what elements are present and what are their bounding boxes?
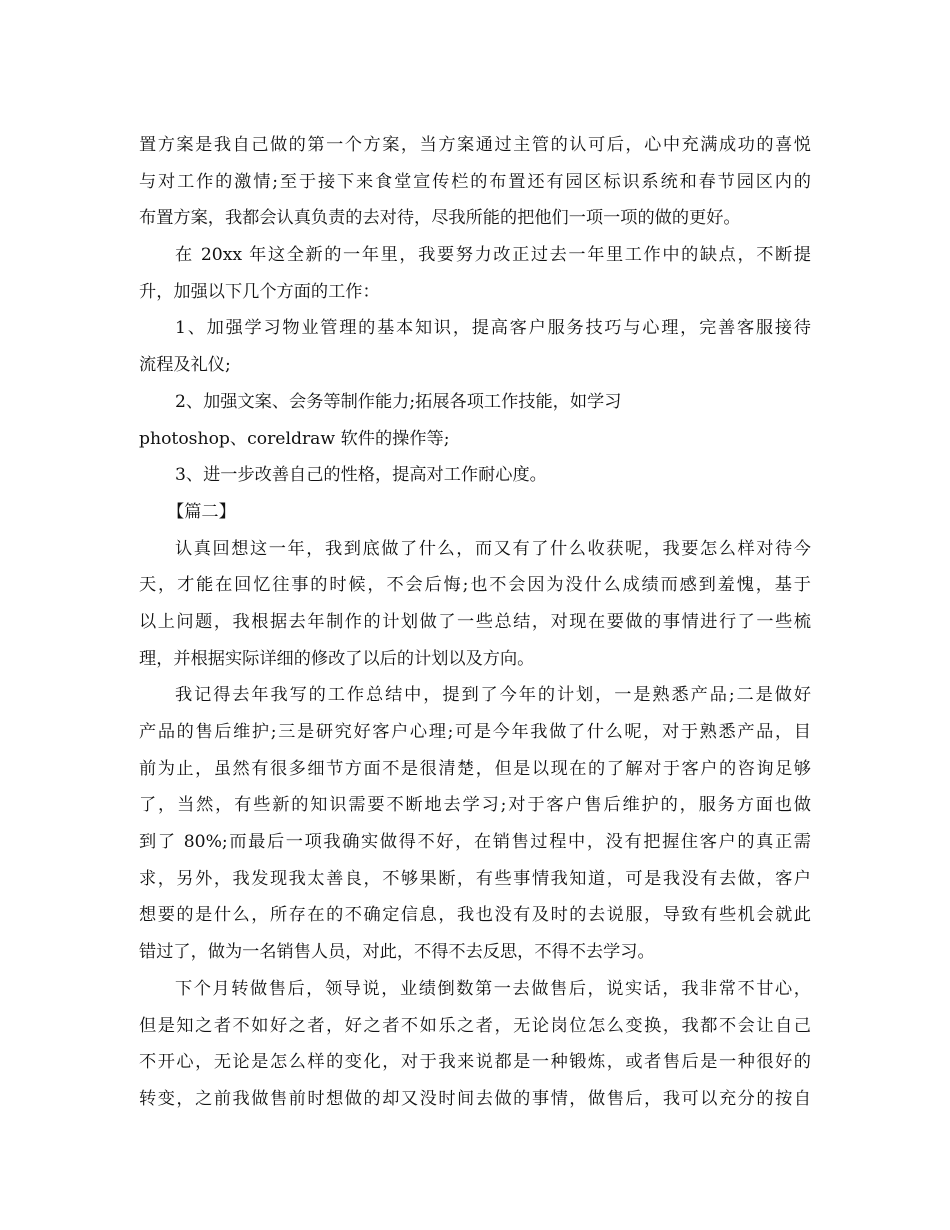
paragraph-start-line: 在 20xx 年这全新的一年里，我要努力改正过去一年里工作中的缺点，不断提 bbox=[175, 245, 811, 266]
text-line: 流程及礼仪; bbox=[139, 355, 231, 376]
text-line: 不开心，无论是怎么样的变化，对于我来说都是一种锻炼，或者售后是一种很好的 bbox=[139, 1052, 811, 1073]
text-line: 但是知之者不如好之者，好之者不如乐之者，无论岗位怎么变换，我都不会让自己 bbox=[139, 1015, 811, 1036]
text-line: 与对工作的激情;至于接下来食堂宣传栏的布置还有园区标识系统和春节园区内的 bbox=[139, 171, 811, 192]
paragraph-start-line: 认真回想这一年，我到底做了什么，而又有了什么收获呢，我要怎么样对待今 bbox=[175, 538, 811, 559]
text-line: 置方案是我自己做的第一个方案，当方案通过主管的认可后，心中充满成功的喜悦 bbox=[139, 135, 811, 155]
text-line: 错过了，做为一名销售人员，对此，不得不去反思，不得不去学习。 bbox=[139, 942, 655, 963]
paragraph-start-line: 下个月转做售后，领导说，业绩倒数第一去做售后，说实话，我非常不甘心， bbox=[175, 978, 811, 999]
text-line: 产品的售后维护;三是研究好客户心理;可是今年我做了什么呢，对于熟悉产品，目 bbox=[139, 722, 811, 742]
text-line: photoshop、coreldraw 软件的操作等; bbox=[139, 428, 450, 449]
section-heading: 【篇二】 bbox=[167, 501, 236, 522]
list-item-line: 1、加强学习物业管理的基本知识，提高客户服务技巧与心理，完善客服接待 bbox=[175, 318, 811, 339]
text-line: 到了 80%;而最后一项我确实做得不好，在销售过程中，没有把握住客户的真正需 bbox=[139, 832, 811, 853]
text-line: 以上问题，我根据去年制作的计划做了一些总结，对现在要做的事情进行了一些梳 bbox=[139, 611, 811, 632]
text-line: 升，加强以下几个方面的工作： bbox=[139, 281, 380, 302]
list-item-line: 3、进一步改善自己的性格，提高对工作耐心度。 bbox=[175, 465, 547, 486]
text-line: 了，当然，有些新的知识需要不断地去学习;对于客户售后维护的，服务方面也做 bbox=[139, 795, 811, 816]
text-line: 理，并根据实际详细的修改了以后的计划以及方向。 bbox=[139, 648, 535, 669]
text-line: 求，另外，我发现我太善良，不够果断，有些事情我知道，可是我没有去做，客户 bbox=[139, 868, 811, 889]
text-line: 前为止，虽然有很多细节方面不是很清楚，但是以现在的了解对于客户的咨询足够 bbox=[139, 758, 811, 779]
text-line: 天，才能在回忆往事的时候，不会后悔;也不会因为没什么成绩而感到羞愧，基于 bbox=[139, 575, 811, 596]
list-item-line: 2、加强文案、会务等制作能力;拓展各项工作技能，如学习 bbox=[175, 391, 622, 412]
text-line: 布置方案，我都会认真负责的去对待，尽我所能的把他们一项一项的做的更好。 bbox=[139, 208, 741, 229]
document-body bbox=[139, 127, 811, 1118]
text-line: 转变，之前我做售前时想做的却又没时间去做的事情，做售后，我可以充分的按自 bbox=[139, 1088, 811, 1109]
paragraph-start-line: 我记得去年我写的工作总结中，提到了今年的计划，一是熟悉产品;二是做好 bbox=[175, 685, 811, 706]
text-line: 想要的是什么，所存在的不确定信息，我也没有及时的去说服，导致有些机会就此 bbox=[139, 905, 811, 926]
